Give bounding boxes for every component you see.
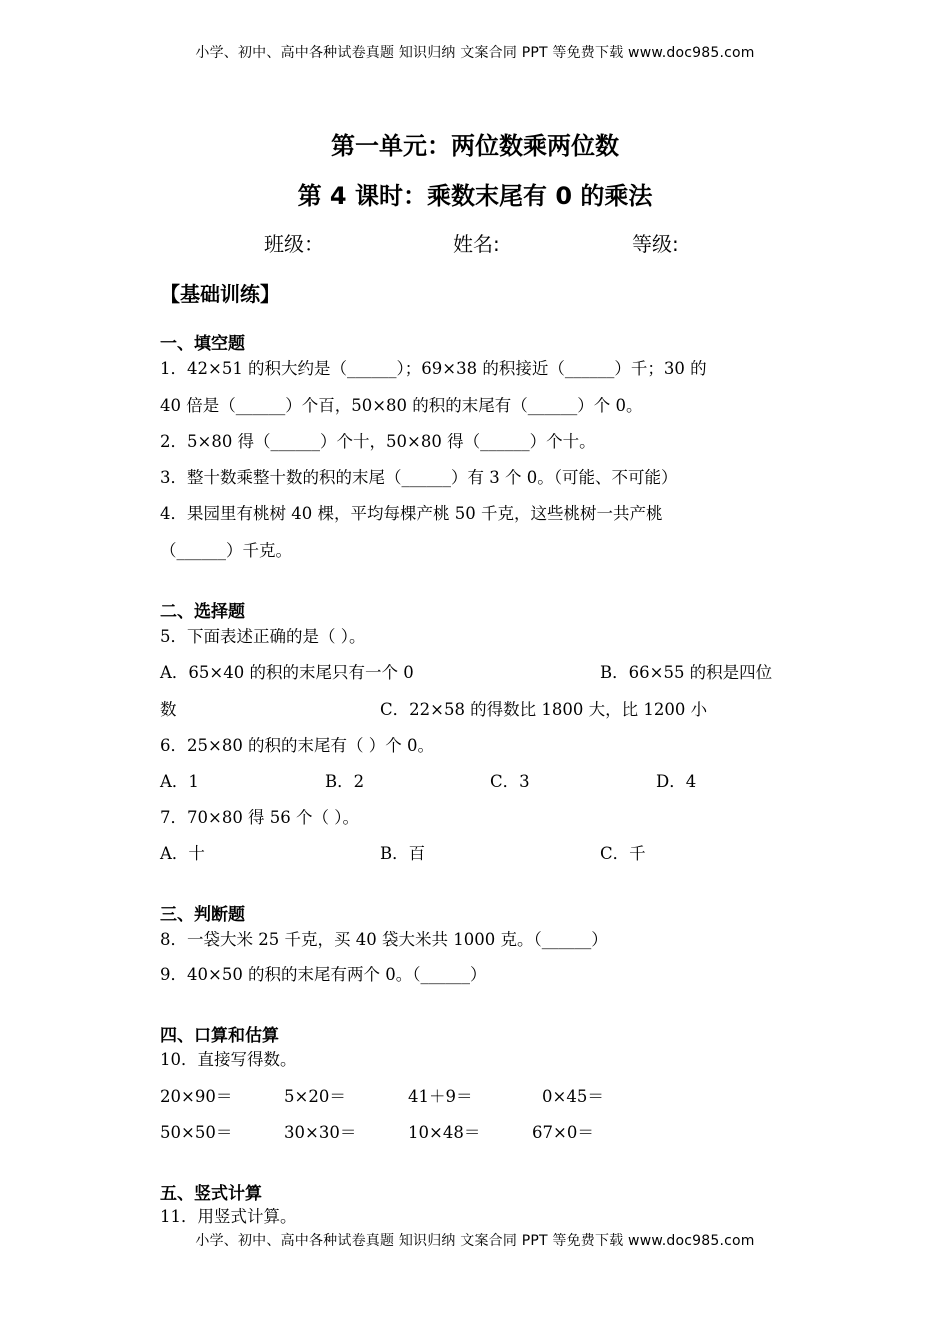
question-5-option-a: A．65×40 的积的末尾只有一个 0 [160,663,414,682]
page-footer: 小学、初中、高中各种试卷真题 知识归纳 文案合同 PPT 等免费下载 www.doc985.com [195,1233,755,1249]
question-1-line-1: 1．42×51 的积大约是（______）；69×38 的积接近（______）千；30 的 [160,359,707,378]
class-label: 班级： [264,232,324,256]
question-6: 6．25×80 的积的末尾有（ ）个 0。 [160,736,435,755]
question-7-option-c: C．千 [600,844,646,863]
question-2: 2．5×80 得（______）个十，50×80 得（______）个十。 [160,432,596,451]
section-judge-heading: 三、判断题 [160,905,245,925]
question-3: 3．整十数乘整十数的积的末尾（______）有 3 个 0。（可能、不可能） [160,468,678,487]
page-header: 小学、初中、高中各种试卷真题 知识归纳 文案合同 PPT 等免费下载 www.doc985.com [195,45,755,61]
question-6-option-b: B．2 [325,772,365,791]
question-11: 11．用竖式计算。 [160,1207,297,1226]
q10-row1-item-2: 5×20＝ [284,1087,346,1106]
question-10: 10．直接写得数。 [160,1050,297,1069]
question-6-option-d: D．4 [656,772,697,791]
question-7: 7．70×80 得 56 个（ ）。 [160,808,360,827]
question-1-line-2: 40 倍是（______）个百，50×80 的积的末尾有（______）个 0。 [160,396,643,415]
q10-row1-item-1: 20×90＝ [160,1087,233,1106]
section-choice-heading: 二、选择题 [160,602,245,622]
q10-row2-item-1: 50×50＝ [160,1123,233,1142]
q10-row2-item-4: 67×0＝ [532,1123,594,1142]
section-oral-heading: 四、口算和估算 [160,1026,279,1046]
basic-training-heading: 【基础训练】 [160,282,280,306]
section-fill-heading: 一、填空题 [160,334,245,354]
question-4-line-2: （______）千克。 [160,541,292,560]
question-4-line-1: 4．果园里有桃树 40 棵，平均每棵产桃 50 千克，这些桃树一共产桃 [160,504,663,523]
question-6-option-c: C．3 [490,772,530,791]
page-subtitle: 第 4 课时：乘数末尾有 0 的乘法 [297,182,653,210]
question-6-option-a: A．1 [160,772,199,791]
question-9: 9．40×50 的积的末尾有两个 0。（______） [160,965,487,984]
grade-label: 等级: [632,232,679,256]
name-label: 姓名: [453,232,500,256]
question-7-option-a: A．十 [160,844,205,863]
question-5-option-b: B．66×55 的积是四位 [600,663,773,682]
page-title: 第一单元：两位数乘两位数 [331,132,619,160]
question-5-option-c: C．22×58 的得数比 1800 大，比 1200 小 [380,700,708,719]
question-7-option-b: B．百 [380,844,426,863]
q10-row2-item-3: 10×48＝ [408,1123,481,1142]
q10-row1-item-4: 0×45＝ [542,1087,604,1106]
q10-row2-item-2: 30×30＝ [284,1123,357,1142]
question-5: 5．下面表述正确的是（ ）。 [160,627,366,646]
question-5-option-b-cont: 数 [160,700,177,719]
q10-row1-item-3: 41＋9＝ [408,1087,473,1106]
question-8: 8．一袋大米 25 千克，买 40 袋大米共 1000 克。（______） [160,930,608,949]
section-vertical-heading: 五、竖式计算 [160,1184,262,1204]
